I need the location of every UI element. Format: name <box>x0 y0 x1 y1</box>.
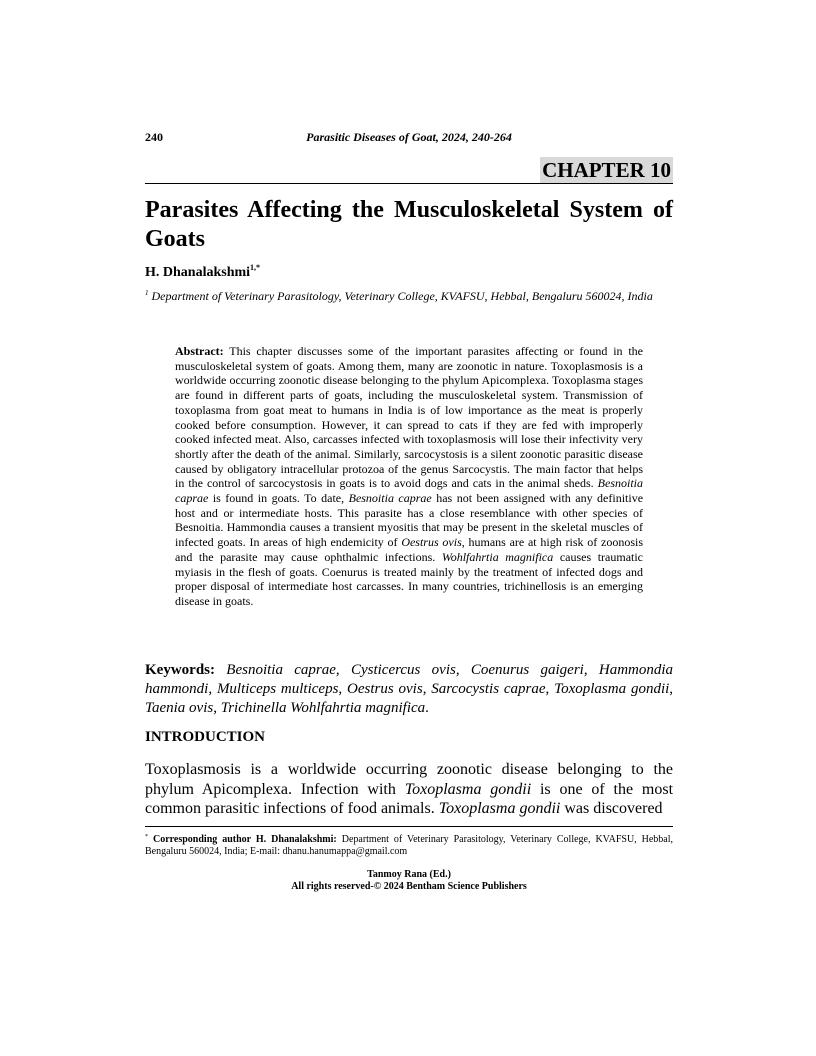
chapter-label-box <box>540 157 673 183</box>
keyword: Multiceps multiceps <box>216 681 339 697</box>
keyword: Taenia ovis <box>145 700 214 716</box>
abstract-species: Besnoitia caprae <box>348 491 432 506</box>
citation: , 2024, 240-264 <box>435 130 512 144</box>
intro-text: is one of the most common parasitic infections of food animals. <box>145 780 674 817</box>
keywords: Keywords: Besnoitia caprae, Cysticercus ovis, Coenurus gaigeri, Hammondia hammondi, Multiceps multiceps, Oestrus ovis, Sarcocystis caprae, Toxoplasma gondii, Taenia ovis, Trichinella Wohlfahrtia magnifica. <box>145 662 674 716</box>
abstract-text: This chapter discusses some of the important parasites affecting or found in the musculoskeletal system of goats. Among them, many are zoonotic in nature. Toxoplasmosis is a worldwide occurring zoonotic disease belonging to the phylum Apicomplexa. Toxoplasma stages are found in different parts of goats, including the musculoskeletal system. Transmission of toxoplasma from goat meat to humans in India is of low importance as the meat is properly cooked before consumption. However, it can spread to cats if they are fed with improperly cooked infected meat. Also, carcasses infected with toxoplasmosis will lose their infectivity very shortly after the death of the animal. Similarly, sarcocystosis is a silent zoonotic parasitic disease caused by obligatory intracellular protozoa of the genus Sarcocystis. The main factor that helps in the control of sarcocystosis in goats is to avoid dogs and cats in the animal sheds. <box>175 344 643 491</box>
footnote-label: Corresponding author H. Dhanalakshmi: <box>152 834 337 845</box>
keyword: Cysticercus ovis <box>350 662 456 678</box>
abstract-text: , humans are at high risk of zoonosis and the parasite may cause ophthalmic infections. <box>175 535 643 564</box>
keyword: Sarcocystis caprae <box>431 681 546 697</box>
abstract-text: has not been assigned with any definitive host and or intermediate hosts. This parasite has a close resemblance with other species of Besnoitia. Hammondia causes a transient myositis that may be present in the skeletal muscles of infected goats. In areas of high endemicity of <box>175 491 644 550</box>
chapter-title: Parasites Affecting the Musculoskeletal System of Goats <box>145 197 673 252</box>
journal-name: Parasitic Diseases of Goat <box>306 130 436 144</box>
running-header <box>145 130 673 145</box>
abstract <box>175 344 643 609</box>
footnote-text: Department of Veterinary Parasitology, Veterinary College, KVAFSU, Hebbal, Bengaluru 560024, India; E-mail: dhanu.hanumappa@gmail.com <box>145 834 674 857</box>
page-number: 240 <box>145 130 163 144</box>
abstract-text: is found in goats. To date, <box>212 491 345 506</box>
section-heading-introduction: INTRODUCTION <box>145 729 266 745</box>
intro-species: Toxoplasma gondii <box>404 780 532 798</box>
keyword: Oestrus ovis <box>347 681 423 697</box>
abstract-species: Besnoitia caprae <box>175 476 643 506</box>
affiliation <box>145 286 673 304</box>
footnote-rule <box>145 826 673 827</box>
keyword: Coenurus gaigeri <box>470 662 584 678</box>
editor-line: Tanmoy Rana (Ed.) <box>367 869 451 880</box>
keyword: Toxoplasma gondii <box>554 681 670 697</box>
rights-line: All rights reserved-© 2024 Bentham Science Publishers <box>291 881 527 892</box>
header-rule <box>145 183 673 184</box>
intro-text: was discovered <box>564 800 663 817</box>
intro-text: Toxoplasmosis is a worldwide occurring zoonotic disease belonging to the phylum Apicomplexa. Infection with <box>145 761 673 798</box>
abstract-species: Wohlfahrtia magnifica <box>441 549 554 564</box>
intro-species: Toxoplasma gondii <box>438 800 561 817</box>
abstract-text: causes traumatic myiasis in the flesh of goats. Coenurus is treated mainly by the treatment of infected dogs and proper disposal of intermediate host carcasses. In many countries, trichinellosis is an emerging disease in goats. <box>175 549 644 608</box>
footnote <box>145 831 673 858</box>
abstract-label: Abstract: <box>175 344 224 358</box>
introduction-paragraph <box>145 760 673 819</box>
author-name: H. Dhanalakshmi <box>145 265 251 280</box>
affiliation-text: Department of Veterinary Parasitology, Veterinary College, KVAFSU, Hebbal, Bengaluru 560024, India <box>151 289 653 303</box>
keyword: Trichinella Wohlfahrtia magnifica <box>220 700 426 716</box>
chapter-label: CHAPTER 10 <box>542 158 671 182</box>
affiliation-mark: 1 <box>145 289 149 297</box>
keyword: Besnoitia caprae <box>226 662 336 678</box>
abstract-species: Oestrus ovis <box>401 535 462 550</box>
footnote-mark: * <box>145 834 148 840</box>
author <box>145 263 260 281</box>
keywords-label: Keywords: <box>145 662 215 678</box>
keyword: Hammondia hammondi <box>145 662 674 697</box>
author-marks: 1,* <box>250 263 261 272</box>
